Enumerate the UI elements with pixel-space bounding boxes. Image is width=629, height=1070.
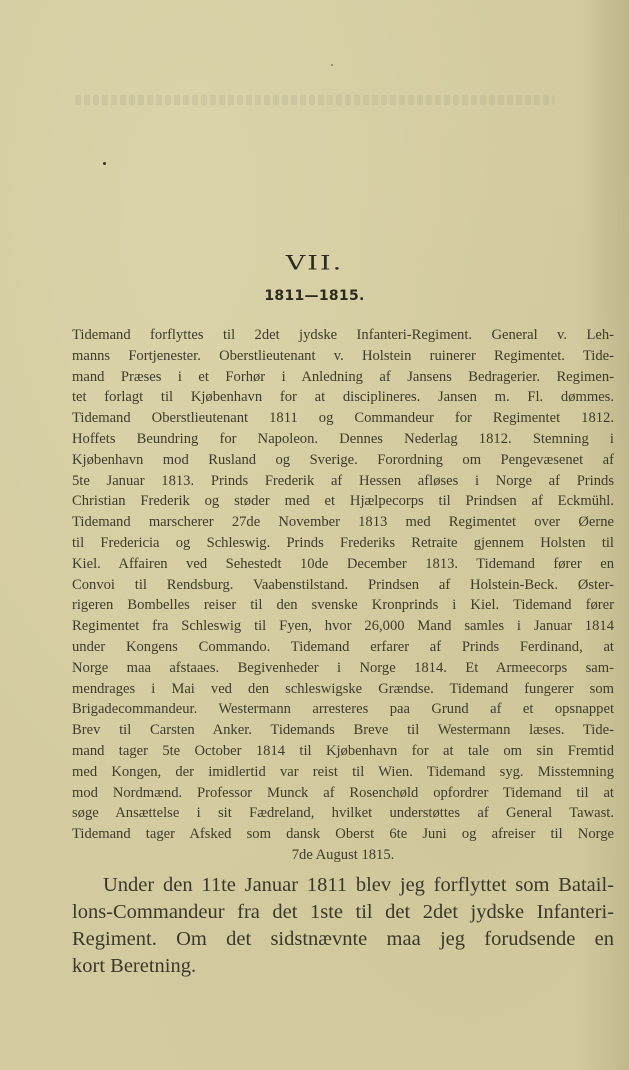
summary-line: Tidemand tager Afsked som dansk Oberst 6te Juni og afreiser til Norge — [72, 826, 614, 843]
show-through-text — [75, 95, 555, 105]
summary-line: Kiel. Affairen ved Sehestedt 10de December 1813. Tidemand fører en — [72, 555, 614, 572]
summary-line: med Kongen, der imidlertid var reist til Wien. Tidemand syg. Misstemning — [72, 763, 614, 780]
summary-line: manns Fortjenester. Oberstlieutenant v. Holstein ruinerer Regimentet. Tide- — [72, 347, 614, 364]
body-line: Regiment. Om det sidstnævnte maa jeg forudsende en — [72, 928, 614, 950]
ink-speck — [103, 162, 106, 165]
summary-line: mand tager 5te October 1814 til Kjøbenhavn for at tale om sin Fremtid — [72, 742, 614, 759]
body-paragraph — [72, 872, 614, 980]
summary-line: søge Ansættelse i sit Fædreland, hvilket understøttes af General Tawast. — [72, 805, 614, 822]
summary-line: Tidemand Oberstlieutenant 1811 og Commandeur for Regimentet 1812. — [72, 410, 614, 427]
summary-line: rigeren Bombelles reiser til den svenske Kronprinds i Kiel. Tidemand fører — [72, 597, 614, 614]
summary-line: mendrages i Mai ved den schleswigske Grændse. Tidemand fungerer som — [72, 680, 614, 697]
summary-line: Convoi til Rendsburg. Vaabenstilstand. Prindsen af Holstein-Beck. Øster- — [72, 576, 614, 593]
body-line: kort Beretning. — [72, 955, 197, 977]
chapter-years: 1811—1815. — [264, 288, 365, 304]
summary-line: Hoffets Beundring for Napoleon. Dennes Nederlag 1812. Stemning i — [72, 430, 614, 447]
summary-line: Christian Frederik og støder med et Hjælpecorps til Prindsen af Eckmühl. — [72, 493, 614, 510]
chapter-summary — [72, 325, 614, 866]
summary-line: mand Præses i et Forhør i Anledning af Jansens Bedragerier. Regimen- — [72, 368, 614, 385]
summary-line: Tidemand forflyttes til 2det jydske Infanteri-Regiment. General v. Leh- — [72, 327, 614, 343]
summary-line: 7de August 1815. — [291, 846, 395, 863]
summary-line: Tidemand marscherer 27de November 1813 med Regimentet over Øerne — [72, 514, 614, 531]
summary-line: Brigadecommandeur. Westermann arresteres paa Grund af et opsnappet — [72, 701, 614, 718]
summary-line: Regimentet fra Schleswig til Fyen, hvor 26,000 Mand samles i Januar 1814 — [72, 618, 614, 635]
summary-line: Kjøbenhavn mod Rusland og Sverige. Forordning om Pengevæsenet af — [72, 451, 614, 468]
summary-line: mod Nordmænd. Professor Munck af Rosenchøld opfordrer Tidemand til at — [72, 784, 614, 801]
body-line: Under den 11te Januar 1811 blev jeg forflyttet som Batail- — [103, 874, 614, 896]
summary-line: til Fredericia og Schleswig. Prinds Frederiks Retraite gjennem Holsten til — [72, 534, 614, 551]
summary-line: under Kongens Commando. Tidemand erfarer af Prinds Ferdinand, at — [72, 638, 614, 655]
summary-line: 5te Januar 1813. Prinds Frederik af Hessen afløses i Norge af Prinds — [72, 472, 614, 489]
ink-speck — [331, 64, 333, 66]
chapter-number: VII. — [285, 252, 344, 275]
summary-line: Norge maa afstaaes. Begivenheder i Norge 1814. Et Armeecorps sam- — [72, 659, 614, 676]
body-line: lons-Commandeur fra det 1ste til det 2det jydske Infanteri- — [72, 901, 614, 923]
summary-line: Brev til Carsten Anker. Tidemands Breve til Westermann læses. Tide- — [72, 722, 614, 739]
summary-line: tet forlagt til Kjøbenhavn for at disciplineres. Jansen m. Fl. dømmes. — [72, 389, 614, 406]
